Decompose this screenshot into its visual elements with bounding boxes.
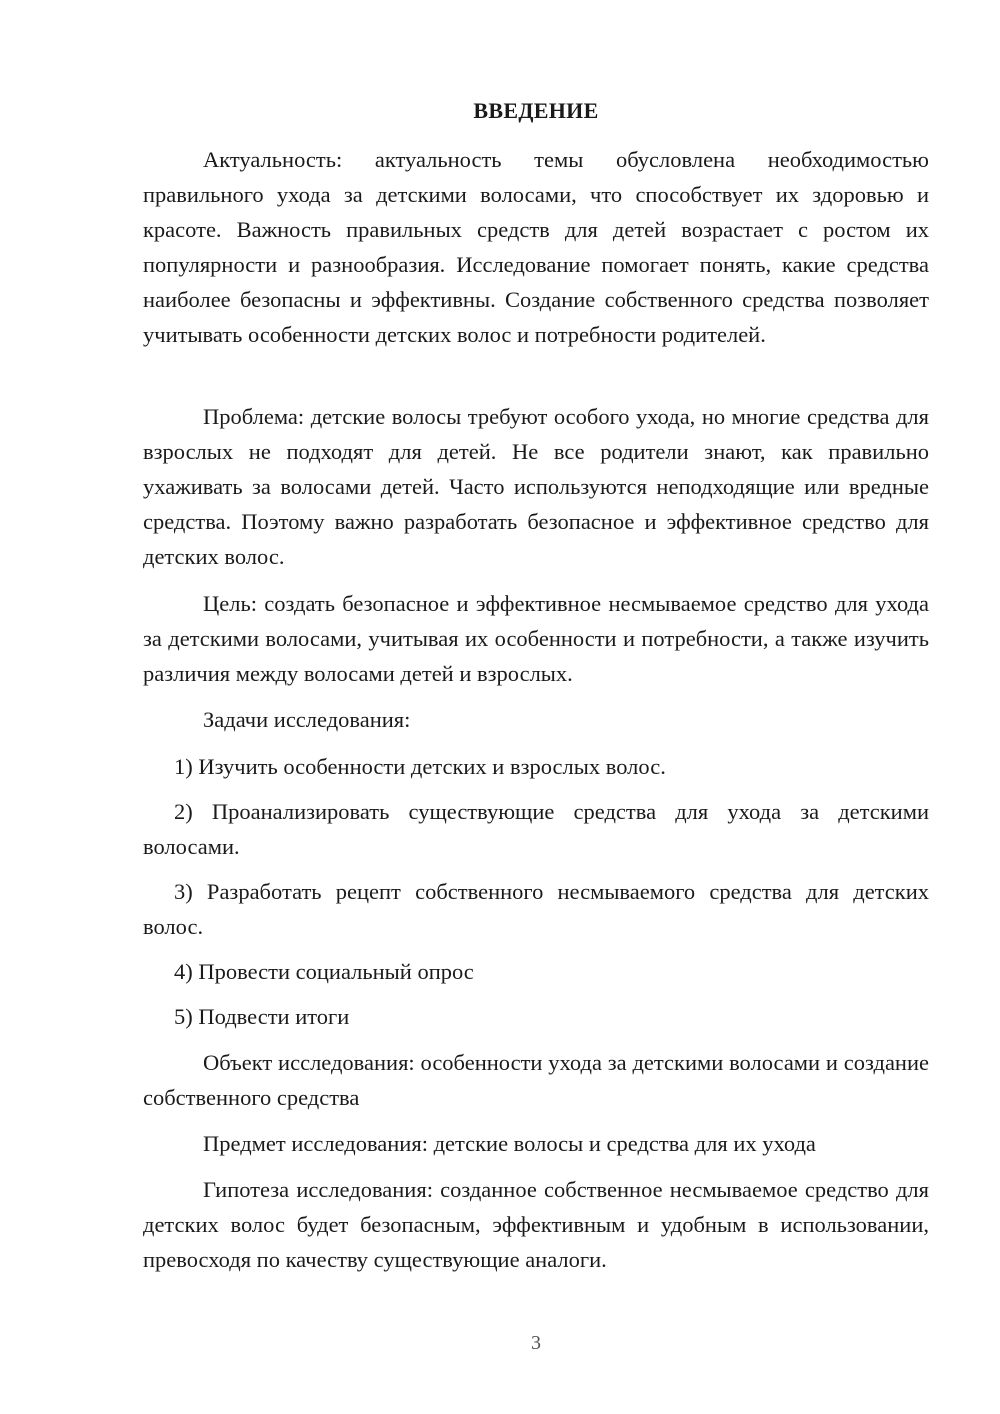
task-item-1: 1) Изучить особенности детских и взрослых волос. [174,754,666,779]
hypothesis-paragraph: Гипотеза исследования: созданное собственное несмываемое средство для детских волос будет безопасным, эффективным и удобным в использовании, превосходя по качеству существующие аналоги. [143,1177,929,1272]
relevance-paragraph: Актуальность: актуальность темы обусловлена необходимостью правильного ухода за детскими волосами, что способствует их здоровью и красоте. Важность правильных средств для детей возрастает с ростом их популярности и разнообразия. Исследование помогает понять, какие средства наиболее безопасны и эффективны. Создание собственного средства позволяет учитывать особенности детских волос и потребности родителей. [143,147,929,347]
task-item-3: 3) Разработать рецепт собственного несмываемого средства для детских волос. [143,879,929,939]
object-paragraph: Объект исследования: особенности ухода за детскими волосами и создание собственного средства [143,1050,929,1110]
goal-paragraph: Цель: создать безопасное и эффективное несмываемое средство для ухода за детскими волосами, учитывая их особенности и потребности, а также изучить различия между волосами детей и взрослых. [143,591,929,686]
tasks-heading: Задачи исследования: [203,707,411,732]
task-item-5: 5) Подвести итоги [174,1004,350,1029]
subject-paragraph: Предмет исследования: детские волосы и средства для их ухода [203,1131,816,1156]
problem-paragraph: Проблема: детские волосы требуют особого ухода, но многие средства для взрослых не подходят для детей. Не все родители знают, как правильно ухаживать за волосами детей. Часто используются неподходящие или вредные средства. Поэтому важно разработать безопасное и эффективное средство для детских волос. [143,404,929,569]
task-item-2: 2) Проанализировать существующие средства для ухода за детскими волосами. [143,799,929,859]
page-title: ВВЕДЕНИЕ [473,98,599,123]
task-item-4: 4) Провести социальный опрос [174,959,474,984]
page-number: 3 [531,1332,541,1354]
